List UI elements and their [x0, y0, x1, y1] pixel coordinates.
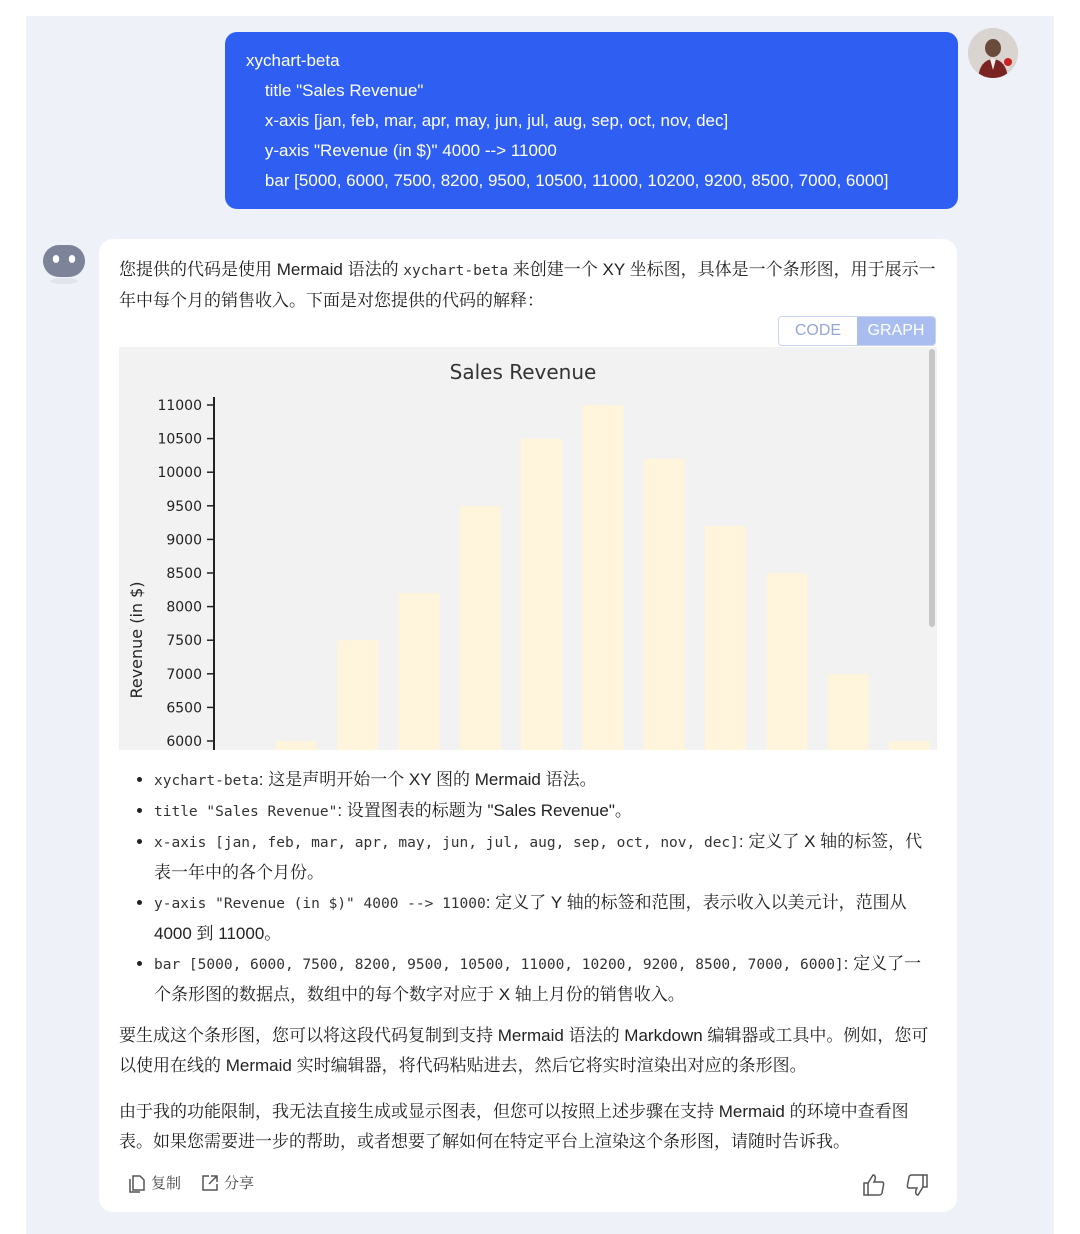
y-tick-label: 11000 [157, 398, 202, 414]
y-tick-label: 7500 [166, 633, 202, 650]
y-tick-label: 9000 [166, 532, 202, 549]
chart-y-ticks [157, 398, 214, 750]
share-button[interactable] [200, 1172, 254, 1193]
list-item-text: : 定义了 X 轴的标签，代表一年中的各个月份。 [154, 832, 923, 882]
list-item-code: y-axis "Revenue (in $)" 4000 --> 11000 [154, 896, 486, 912]
graph-view-button[interactable]: GRAPH [857, 317, 935, 345]
list-item [154, 827, 934, 888]
y-tick-label: 10500 [157, 431, 202, 448]
list-item [154, 949, 934, 1010]
list-item [154, 888, 934, 949]
bar-mar [337, 640, 378, 750]
bar-jun [521, 439, 562, 750]
chart-y-axis-label: Revenue (in $) [127, 581, 146, 699]
list-item-code: xychart-beta [154, 773, 259, 789]
y-tick-label: 7000 [166, 666, 202, 683]
bar-nov [828, 674, 869, 750]
user-message-line: title "Sales Revenue" [246, 81, 424, 100]
answer-intro [119, 255, 939, 316]
list-item-text: : 定义了 Y 轴的标签和范围，表示收入以美元计，范围从 4000 到 11000。 [154, 893, 907, 943]
user-avatar-image [968, 28, 1018, 78]
list-item-code: title "Sales Revenue" [154, 804, 338, 820]
view-toggle [778, 316, 936, 346]
copy-icon [127, 1173, 147, 1193]
chart-container [119, 347, 937, 750]
share-icon [200, 1173, 220, 1193]
user-message-line: xychart-beta [246, 51, 340, 70]
dislike-button[interactable] [904, 1172, 930, 1198]
list-item-code: x-axis [jan, feb, mar, apr, may, jun, jul, aug, sep, oct, nov, dec] [154, 835, 739, 851]
user-message-line: y-axis "Revenue (in $)" 4000 --> 11000 [246, 141, 557, 160]
list-item [154, 796, 934, 827]
bar-dec [889, 741, 930, 750]
y-tick-label: 6500 [166, 700, 202, 717]
chart-title: Sales Revenue [449, 360, 597, 384]
intro-inline-code: xychart-beta [403, 263, 509, 279]
list-item-text: : 定义了一个条形图的数据点，数组中的每个数字对应于 X 轴上月份的销售收入。 [154, 954, 922, 1004]
user-message-bubble [225, 32, 958, 209]
assistant-avatar [42, 243, 86, 285]
y-tick-label: 9500 [166, 498, 202, 515]
intro-text-after: 来创建一个 XY 坐标图，具体是一个条形图，用于展示一年中每个月的销售收入。下面是对您提供的代码的解释： [119, 260, 936, 310]
bar-apr [398, 593, 439, 750]
thumbs-up-icon [861, 1172, 887, 1198]
bar-chart [119, 347, 937, 750]
copy-button[interactable] [127, 1172, 181, 1193]
list-item-text: : 设置图表的标题为 "Sales Revenue"。 [337, 801, 632, 820]
chart-bars [276, 405, 930, 750]
user-message-line: x-axis [jan, feb, mar, apr, may, jun, jul, aug, sep, oct, nov, dec] [246, 111, 729, 130]
like-button[interactable] [861, 1172, 887, 1198]
bar-oct [766, 573, 807, 750]
share-label: 分享 [224, 1175, 255, 1192]
answer-paragraph-2: 要生成这个条形图，您可以将这段代码复制到支持 Mermaid 语法的 Markdown 编辑器或工具中。例如，您可以使用在线的 Mermaid 实时编辑器，将代码粘贴进去，然后它将实时渲染出对应的条形图。 [119, 1026, 929, 1075]
bar-aug [644, 459, 685, 750]
thumbs-down-icon [904, 1172, 930, 1198]
answer-paragraph-3: 由于我的功能限制，我无法直接生成或显示图表，但您可以按照上述步骤在支持 Mermaid 的环境中查看图表。如果您需要进一步的帮助，或者想要了解如何在特定平台上渲染这个条形图，请随时告诉我。 [119, 1102, 909, 1151]
y-tick-label: 6000 [166, 734, 202, 750]
user-message-line: bar [5000, 6000, 7500, 8200, 9500, 10500, 11000, 10200, 9200, 8500, 7000, 6000] [246, 171, 889, 190]
robot-icon [42, 243, 86, 285]
list-item-code: bar [5000, 6000, 7500, 8200, 9500, 10500, 11000, 10200, 9200, 8500, 7000, 6000] [154, 957, 844, 973]
y-tick-label: 10000 [157, 465, 202, 482]
list-item-text: : 这是声明开始一个 XY 图的 Mermaid 语法。 [258, 770, 597, 789]
intro-text-before: 您提供的代码是使用 Mermaid 语法的 [119, 260, 404, 279]
y-tick-label: 8000 [166, 599, 202, 616]
code-view-button[interactable]: CODE [779, 317, 857, 345]
list-item [154, 765, 934, 796]
user-avatar[interactable] [968, 28, 1018, 78]
y-tick-label: 8500 [166, 566, 202, 582]
bar-feb [276, 741, 317, 750]
bar-jul [582, 405, 623, 750]
bar-sep [705, 526, 746, 750]
chart-scrollbar[interactable] [929, 349, 935, 627]
copy-label: 复制 [151, 1175, 182, 1192]
bar-may [460, 506, 501, 750]
explanation-list [119, 765, 934, 1010]
